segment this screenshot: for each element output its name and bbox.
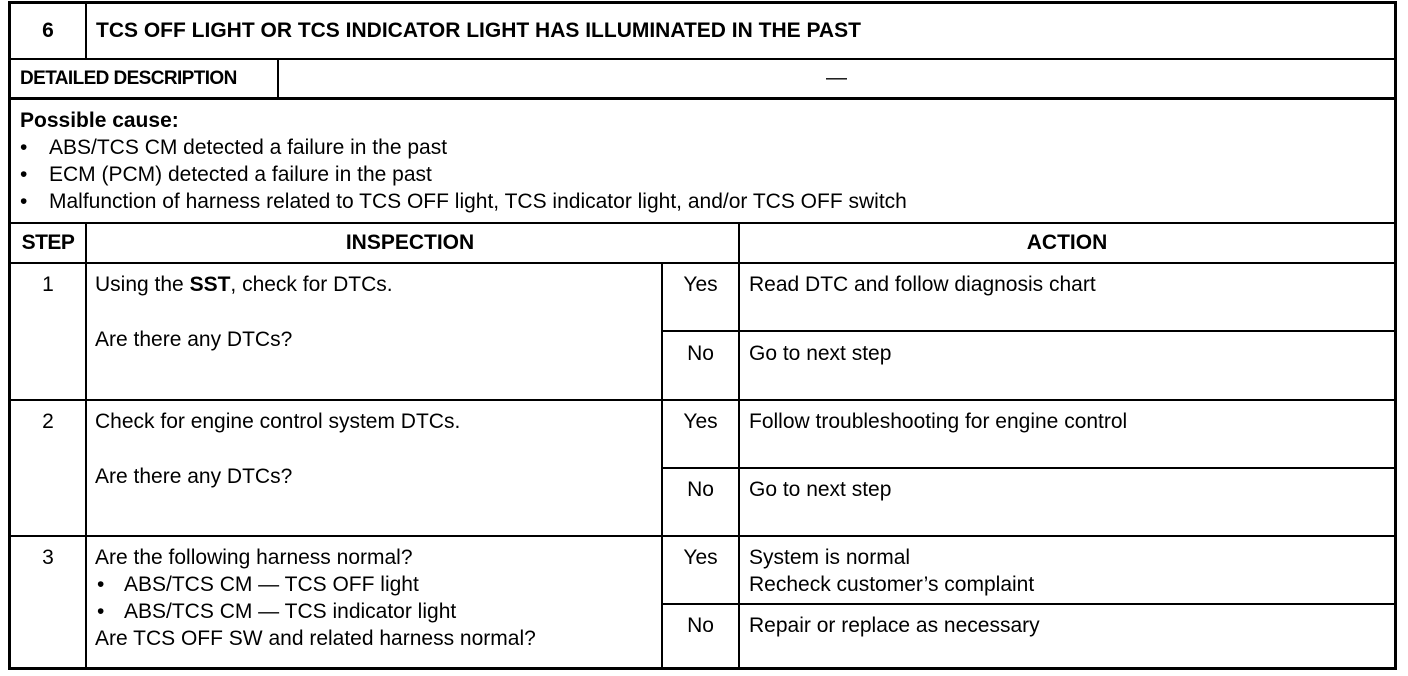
header-title: TCS OFF LIGHT OR TCS INDICATOR LIGHT HAS ILLUMINATED IN THE PAST [96,19,861,42]
divider-step-col [85,222,87,669]
detailed-description-label: DETAILED DESCRIPTION [20,68,237,89]
possible-cause-item: ECM (PCM) detected a failure in the past [49,163,432,186]
step-inspection: Are the following harness normal? [95,546,413,569]
no-action: Repair or replace as necessary [749,614,1040,637]
divider-yes-no-3 [661,603,1397,605]
possible-cause-bullet: • [20,136,28,159]
divider-columns [8,262,1397,264]
yes-action: Read DTC and follow diagnosis chart [749,273,1096,296]
divider-header [8,58,1397,60]
no-label: No [687,478,714,501]
divider-inspection-col [661,262,663,669]
possible-cause-bullet: • [20,163,28,186]
yes-action: System is normal [749,546,911,569]
step-inspection [95,271,393,298]
inspection-text: Using the [95,273,190,296]
no-action: Go to next step [749,478,892,501]
yes-label: Yes [683,273,718,296]
no-label: No [687,342,714,365]
step-number: 2 [42,410,54,433]
possible-cause-item: ABS/TCS CM detected a failure in the past [49,136,448,159]
yes-action: Follow troubleshooting for engine control [749,410,1128,433]
step-number: 3 [42,546,54,569]
yes-action: Recheck customer’s complaint [749,573,1035,596]
border-right [1394,1,1397,670]
border-bottom [8,667,1397,670]
possible-cause-item: Malfunction of harness related to TCS OFF light, TCS indicator light, and/or TCS OFF switch [49,190,907,213]
step-question: Are there any DTCs? [95,328,293,351]
divider-cause [8,222,1397,224]
possible-cause-heading: Possible cause: [20,109,179,132]
column-header-step: STEP [21,231,75,254]
divider-header-number [85,1,87,59]
harness-bullet: • [97,600,105,623]
harness-item: ABS/TCS CM — TCS OFF light [124,573,419,596]
column-header-action: ACTION [1026,231,1108,254]
yes-label: Yes [683,546,718,569]
divider-yes-no-1 [661,330,1397,332]
divider-detailed [8,97,1397,100]
inspection-tool: SST [189,273,231,296]
no-label: No [687,614,714,637]
step-question: Are TCS OFF SW and related harness normal? [95,627,536,650]
step-inspection: Check for engine control system DTCs. [95,410,461,433]
inspection-text: , check for DTCs. [230,273,393,296]
harness-bullet: • [97,573,105,596]
column-header-inspection: INSPECTION [345,231,475,254]
detailed-description-value: — [826,66,847,89]
harness-item: ABS/TCS CM — TCS indicator light [124,600,457,623]
divider-step2 [8,535,1397,537]
step-number: 1 [42,273,54,296]
divider-step1 [8,399,1397,401]
yes-label: Yes [683,410,718,433]
divider-yes-no-2 [661,467,1397,469]
step-question: Are there any DTCs? [95,465,293,488]
possible-cause-bullet: • [20,190,28,213]
header-number: 6 [42,19,54,42]
no-action: Go to next step [749,342,892,365]
border-top [8,1,1397,4]
divider-action-col [738,222,740,669]
